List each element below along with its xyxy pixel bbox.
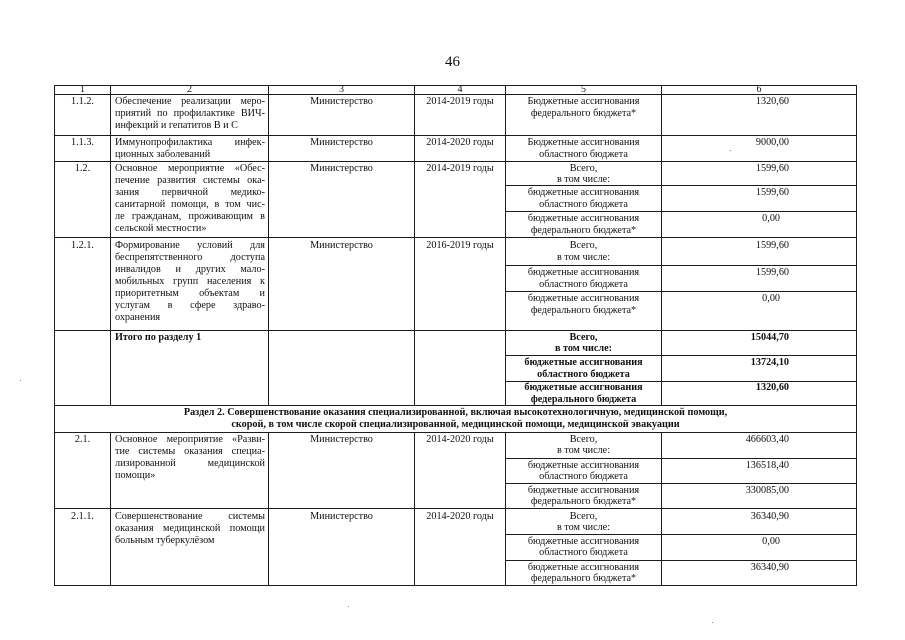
executor: Министерство (310, 96, 373, 107)
funding-source: областного бюджета (539, 471, 628, 482)
amount: 466603,40 (745, 434, 789, 445)
measure-name-line: Основное мероприятие «Разви- (115, 434, 265, 445)
measure-name-line: тие системы оказания специа- (115, 446, 265, 457)
measure-name-line: зания первичной медико- (115, 187, 265, 198)
amount: 0,00 (762, 213, 780, 224)
column-header: 3 (339, 84, 344, 95)
measure-name-line: услугам в сфере здраво- (115, 300, 265, 311)
measure-name-line: инфекций и гепатитов В и С (115, 120, 238, 131)
funding-source: в том числе: (556, 445, 611, 456)
funding-source: в том числе: (556, 252, 611, 263)
amount: 1320,60 (755, 382, 789, 393)
measure-name-line: больным туберкулёзом (115, 535, 215, 546)
funding-source: федерального бюджета* (530, 496, 637, 507)
executor: Министерство (310, 137, 373, 148)
measure-name-line: сельской местности» (115, 223, 207, 234)
funding-source: в том числе: (554, 343, 613, 354)
section-heading-line: Раздел 2. Совершенствование оказания специализированной, включая высокотехнологичную, медицинской помощи, (183, 407, 728, 418)
scan-speck (730, 150, 731, 151)
measure-name-line: помощи» (115, 470, 156, 481)
measure-name-line: Основное мероприятие «Обес- (115, 163, 265, 174)
row-number: 1.2. (74, 163, 91, 174)
amount: 0,00 (762, 536, 780, 547)
measure-name-line: Формирование условий для (115, 240, 265, 251)
funding-source: Всего, (569, 511, 598, 522)
amount: 36340,90 (750, 562, 789, 573)
amount: 1599,60 (755, 187, 789, 198)
funding-source: федерального бюджета* (530, 225, 637, 236)
amount: 1599,60 (755, 267, 789, 278)
amount: 0,00 (762, 293, 780, 304)
column-header: 2 (187, 84, 192, 95)
executor: Министерство (310, 240, 373, 251)
amount: 13724,10 (750, 357, 789, 368)
row-number: 1.1.2. (71, 96, 94, 107)
funding-source: в том числе: (556, 522, 611, 533)
amount: 136518,40 (745, 460, 789, 471)
period: 2014-2019 годы (426, 163, 494, 174)
row-number: 1.1.3. (71, 137, 94, 148)
measure-name-line: Иммунопрофилактика инфек- (115, 137, 265, 148)
period: 2016-2019 годы (426, 240, 494, 251)
row-number: 2.1. (74, 434, 91, 445)
scan-speck (20, 380, 21, 381)
funding-source: областного бюджета (539, 279, 628, 290)
executor: Министерство (310, 511, 373, 522)
period: 2014-2019 годы (426, 96, 494, 107)
funding-source: бюджетные ассигнования (527, 485, 640, 496)
period: 2014-2020 годы (426, 434, 494, 445)
measure-name-line: Совершенствование системы (115, 511, 265, 522)
measure-name-line: ционных заболеваний (115, 149, 211, 160)
funding-source: бюджетные ассигнования (527, 536, 640, 547)
row-number: 1.2.1. (71, 240, 94, 251)
measure-name-line: беспрепятственного доступа (115, 252, 265, 263)
period: 2014-2020 годы (426, 137, 494, 148)
funding-source: Всего, (569, 240, 598, 251)
funding-source: бюджетные ассигнования (527, 213, 640, 224)
funding-source: областного бюджета (537, 369, 630, 380)
funding-source: Всего, (569, 332, 598, 343)
amount: 36340,90 (750, 511, 789, 522)
funding-source: областного бюджета (539, 199, 628, 210)
measure-name-line: мобильных групп населения к (115, 276, 265, 287)
amount: 330085,00 (745, 485, 789, 496)
funding-source: федерального бюджета* (530, 305, 637, 316)
funding-source: областного бюджета (539, 149, 628, 160)
column-header: 5 (581, 84, 586, 95)
funding-source: областного бюджета (539, 547, 628, 558)
row-number: 2.1.1. (71, 511, 94, 522)
section-total-label: Итого по разделу 1 (115, 332, 202, 343)
funding-source: бюджетные ассигнования (527, 267, 640, 278)
measure-name-line: оказания медицинской помощи (115, 523, 265, 534)
funding-source: в том числе: (556, 174, 611, 185)
measure-name-line: инвалидов и других мало- (115, 264, 265, 275)
funding-source: Всего, (569, 163, 598, 174)
funding-source: бюджетные ассигнования (524, 357, 643, 368)
executor: Министерство (310, 434, 373, 445)
column-header: 6 (756, 84, 762, 95)
measure-name-line: печение развития системы ока- (115, 175, 265, 186)
period: 2014-2020 годы (426, 511, 494, 522)
scan-speck (712, 622, 713, 623)
amount: 1599,60 (755, 240, 789, 251)
measure-name-line: лизированной медицинской (115, 458, 265, 469)
amount: 1320,60 (755, 96, 789, 107)
section-heading-line: скорой, в том числе скорой специализированной, медицинской помощи, медицинской эвакуации (231, 419, 680, 430)
measure-name-line: ле гражданам, проживающим в (115, 211, 265, 222)
page-number: 46 (445, 54, 460, 70)
measure-name-line: охранения (115, 312, 161, 323)
funding-source: бюджетные ассигнования (527, 293, 640, 304)
funding-source: Бюджетные ассигнования (527, 96, 640, 107)
measure-name-line: приоритетным объектам и (115, 288, 265, 299)
executor: Министерство (310, 163, 373, 174)
funding-source: федерального бюджета* (530, 573, 637, 584)
funding-source: федерального бюджета (530, 394, 637, 405)
funding-source: Всего, (569, 434, 598, 445)
amount: 15044,70 (750, 332, 789, 343)
funding-source: бюджетные ассигнования (524, 382, 643, 393)
measure-name-line: Обеспечение реализации меро- (115, 96, 265, 107)
column-header: 4 (457, 84, 463, 95)
scan-speck (348, 606, 349, 607)
column-header: 1 (80, 84, 85, 95)
measure-name-line: санитарной помощи, в том чис- (115, 199, 265, 210)
funding-source: бюджетные ассигнования (527, 187, 640, 198)
funding-source: бюджетные ассигнования (527, 562, 640, 573)
funding-source: федерального бюджета* (530, 108, 637, 119)
funding-source: бюджетные ассигнования (527, 460, 640, 471)
funding-source: Бюджетные ассигнования (527, 137, 640, 148)
amount: 9000,00 (755, 137, 789, 148)
amount: 1599,60 (755, 163, 789, 174)
measure-name-line: приятий по профилактике ВИЧ- (115, 108, 265, 119)
